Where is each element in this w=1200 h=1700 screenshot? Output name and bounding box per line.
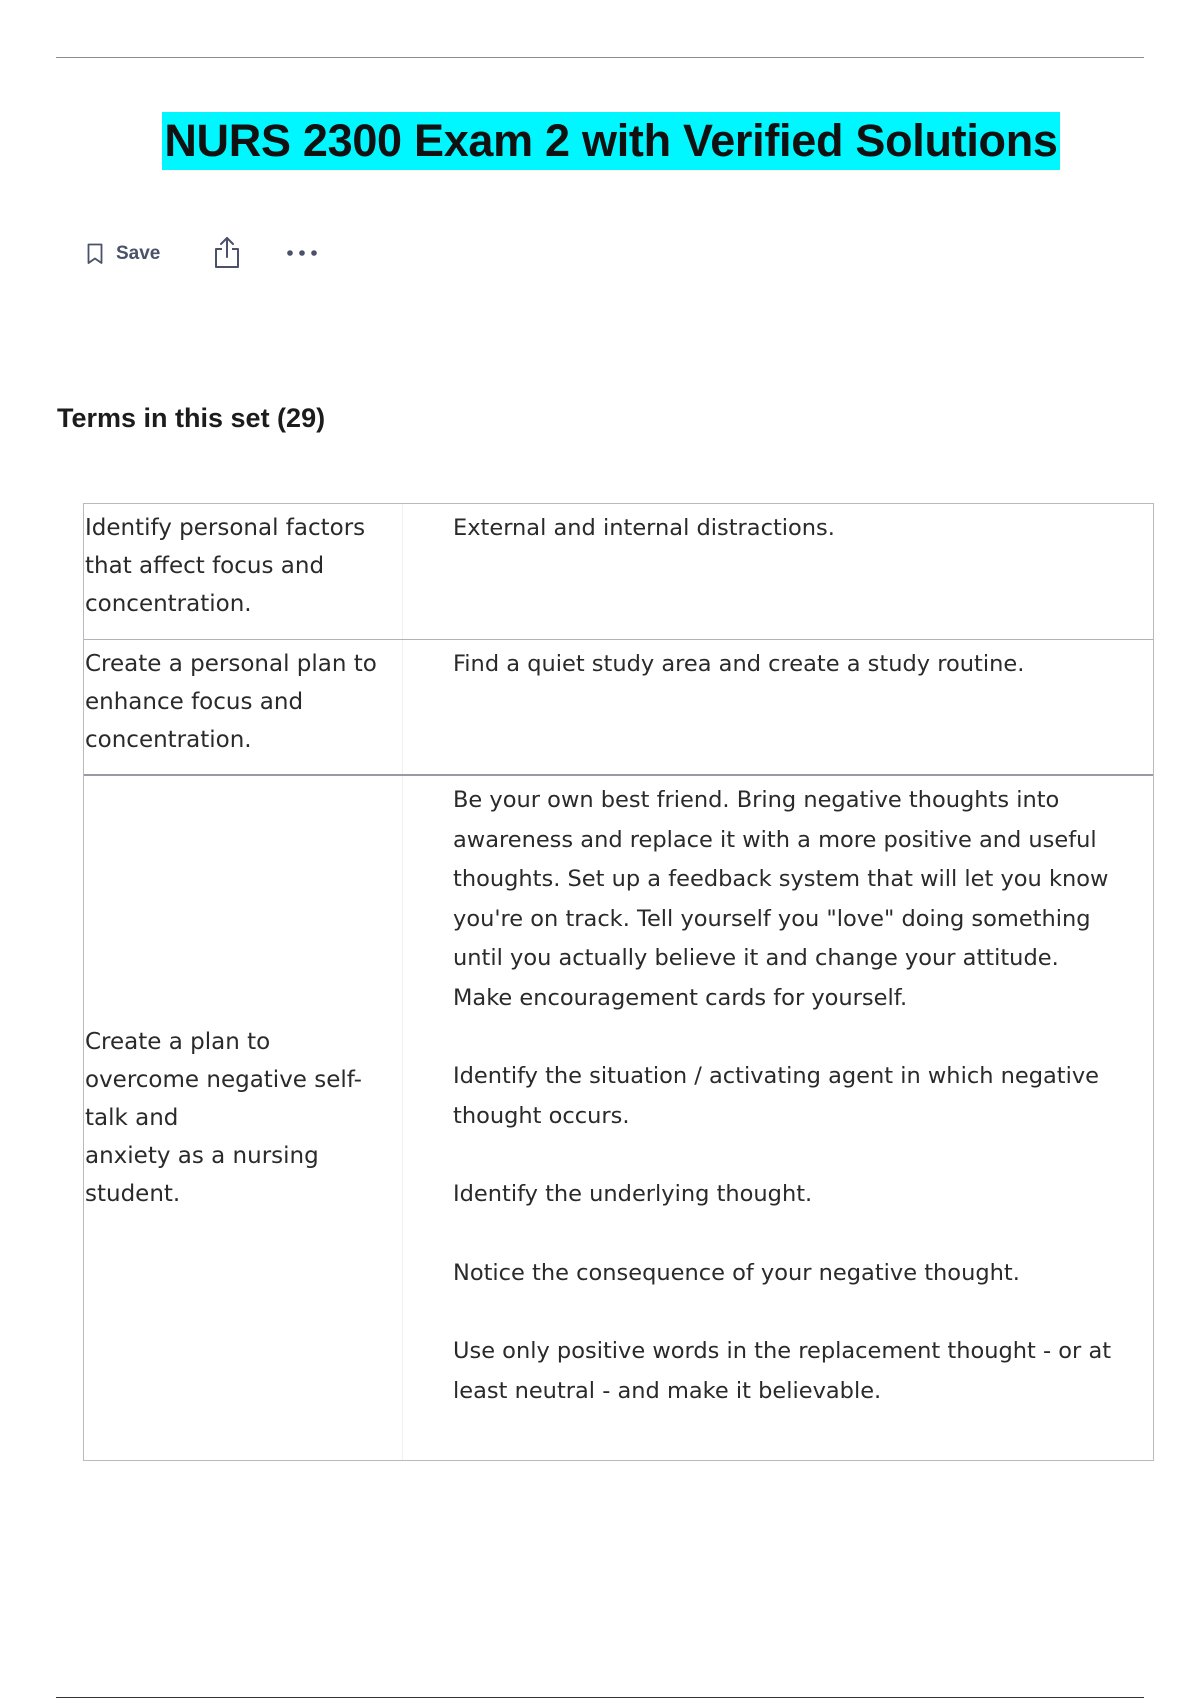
term-cell [84, 504, 403, 639]
term-cell [84, 640, 403, 774]
term-line: concentration. [85, 727, 252, 753]
bookmark-icon [86, 243, 104, 265]
term-line: enhance focus and [85, 689, 304, 715]
definition-paragraph: Find a quiet study area and create a study routine. [453, 651, 1025, 677]
term-cell [84, 776, 403, 1460]
definition-paragraph: External and internal distractions. [453, 515, 835, 541]
definition-paragraph: Be your own best friend. Bring negative thoughts into awareness and replace it with a more positive and useful thoughts. Set up a feedback system that will let you know you're on track. Tell yourself you "love" doing something until you actually believe it and change your attitude. Make encouragement cards for yourself. [453, 787, 1109, 1011]
share-button[interactable] [212, 235, 242, 274]
definition-cell [403, 640, 1153, 774]
definition-paragraph: Use only positive words in the replacement thought - or at least neutral - and make it believable. [453, 1338, 1112, 1404]
bottom-divider [56, 1697, 1144, 1698]
terms-heading: Terms in this set (29) [57, 403, 326, 433]
term-line: Identify personal factors [85, 515, 366, 541]
term-line: student. [85, 1181, 181, 1207]
toolbar [86, 236, 318, 272]
term-row [84, 774, 1153, 1460]
more-options-button[interactable] [286, 245, 318, 263]
term-line: concentration. [85, 591, 252, 617]
term-line: overcome negative self- [85, 1067, 362, 1093]
document-title: NURS 2300 Exam 2 with Verified Solutions [162, 112, 1059, 170]
save-label: Save [116, 243, 161, 264]
definition-cell [403, 504, 1153, 639]
share-icon [212, 235, 242, 274]
title-container [0, 112, 1200, 170]
term-line: Create a plan to [85, 1029, 271, 1055]
top-divider [56, 57, 1144, 58]
definition-paragraph: Identify the situation / activating agent in which negative thought occurs. [453, 1063, 1100, 1129]
more-horizontal-icon [286, 245, 318, 263]
terms-table [83, 503, 1154, 1461]
term-line: talk and [85, 1105, 179, 1131]
term-line: that affect focus and [85, 553, 325, 579]
term-row [84, 504, 1153, 639]
definition-paragraph: Identify the underlying thought. [453, 1181, 813, 1207]
term-line: Create a personal plan to [85, 651, 377, 677]
save-button[interactable] [86, 243, 160, 265]
definition-cell [403, 776, 1153, 1460]
definition-paragraph: Notice the consequence of your negative thought. [453, 1259, 1020, 1286]
term-line: anxiety as a nursing [85, 1143, 319, 1169]
term-row [84, 639, 1153, 774]
